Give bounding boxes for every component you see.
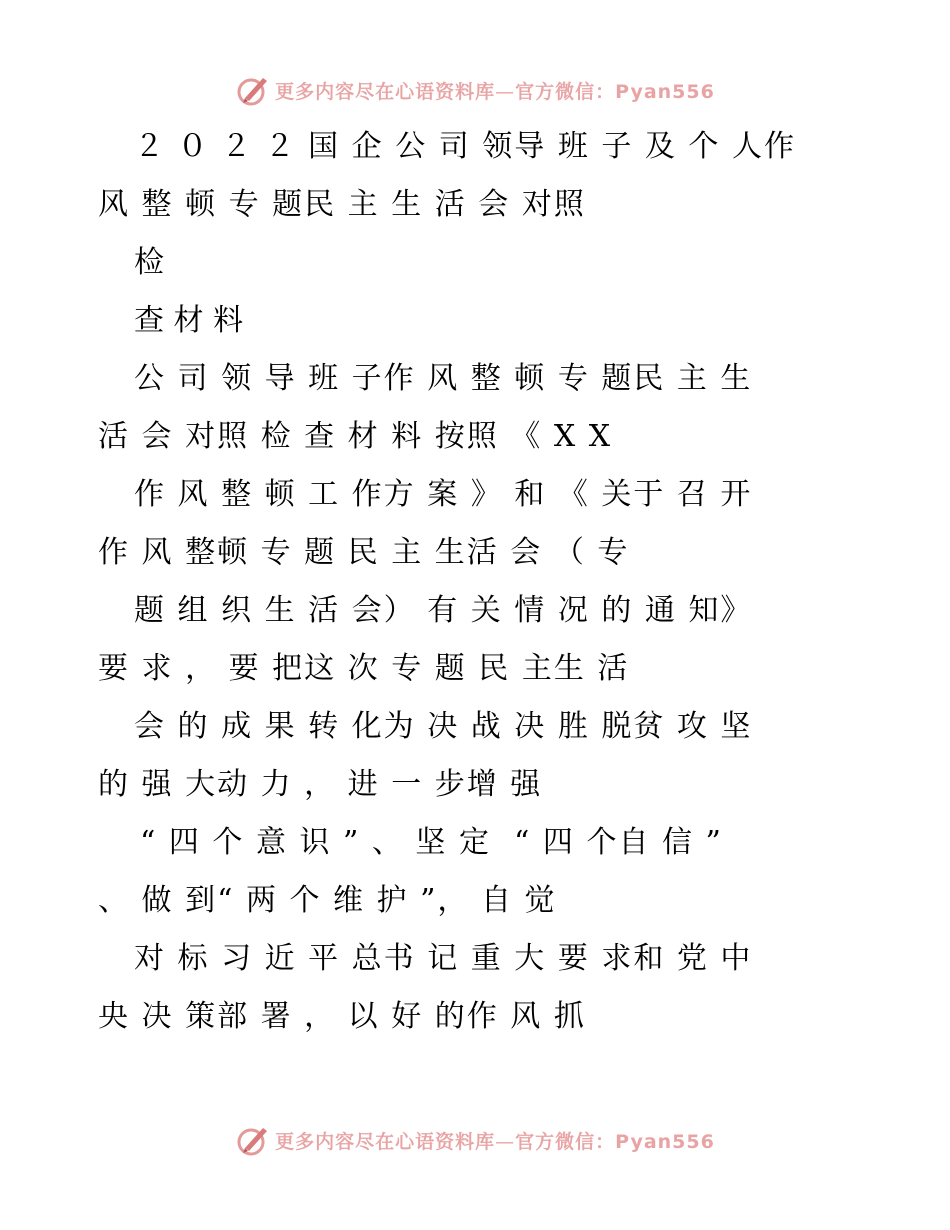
doc-line-5: 公 司 领 导 班 子作 风 整 顿 专 题民 主 生 [134,361,753,396]
doc-line-8: 作 风 整顿 专 题 民 主 生活 会 （ 专 [98,535,630,570]
watermark-text: 更多内容尽在心语资料库—官方微信：Pyan556 [275,1130,715,1153]
doc-line-3: 检 [134,245,164,280]
footer-watermark [0,1120,950,1160]
pen-logo-icon [235,72,271,108]
doc-line-2: 风 整 顿 专 题民 主 生 活 会 对照 [98,187,586,222]
doc-line-15: 对 标 习 近 平 总书 记 重 大 要 求和 党 中 [134,941,753,976]
watermark-text: 更多内容尽在心语资料库—官方微信：Pyan556 [275,80,715,103]
doc-line-6: 活 会 对照 检 查 材 料 按照 《 X X [98,419,613,454]
pen-logo-icon [235,1122,271,1158]
doc-line-16: 央 决 策部 署 ， 以 好 的作 风 抓 [98,999,586,1034]
doc-line-10: 要 求 ， 要 把这 次 专 题 民 主生 活 [98,651,630,686]
doc-line-14: 、 做 到“ 两 个 维 护 ”， 自 觉 [98,883,557,918]
doc-line-13: “ 四 个 意 识 ” 、 坚 定 “ 四 个自 信 ” [140,825,723,860]
doc-line-7: 作 风 整 顿 工 作方 案 》 和 《 关于 召 开 [134,477,753,512]
doc-line-12: 的 强 大动 力 ， 进 一 步增 强 [98,767,543,802]
doc-line-1: ２ ０ ２ ２ 国 企 公 司 领导 班 子 及 个 人作 [134,129,796,164]
doc-line-11: 会 的 成 果 转 化为 决 战 决 胜 脱贫 攻 坚 [134,709,753,744]
header-watermark [0,70,950,110]
doc-line-4: 查 材 料 [134,303,244,338]
doc-line-9: 题 组 织 生 活 会） 有 关 情 况 的 通 知》 [134,593,753,628]
